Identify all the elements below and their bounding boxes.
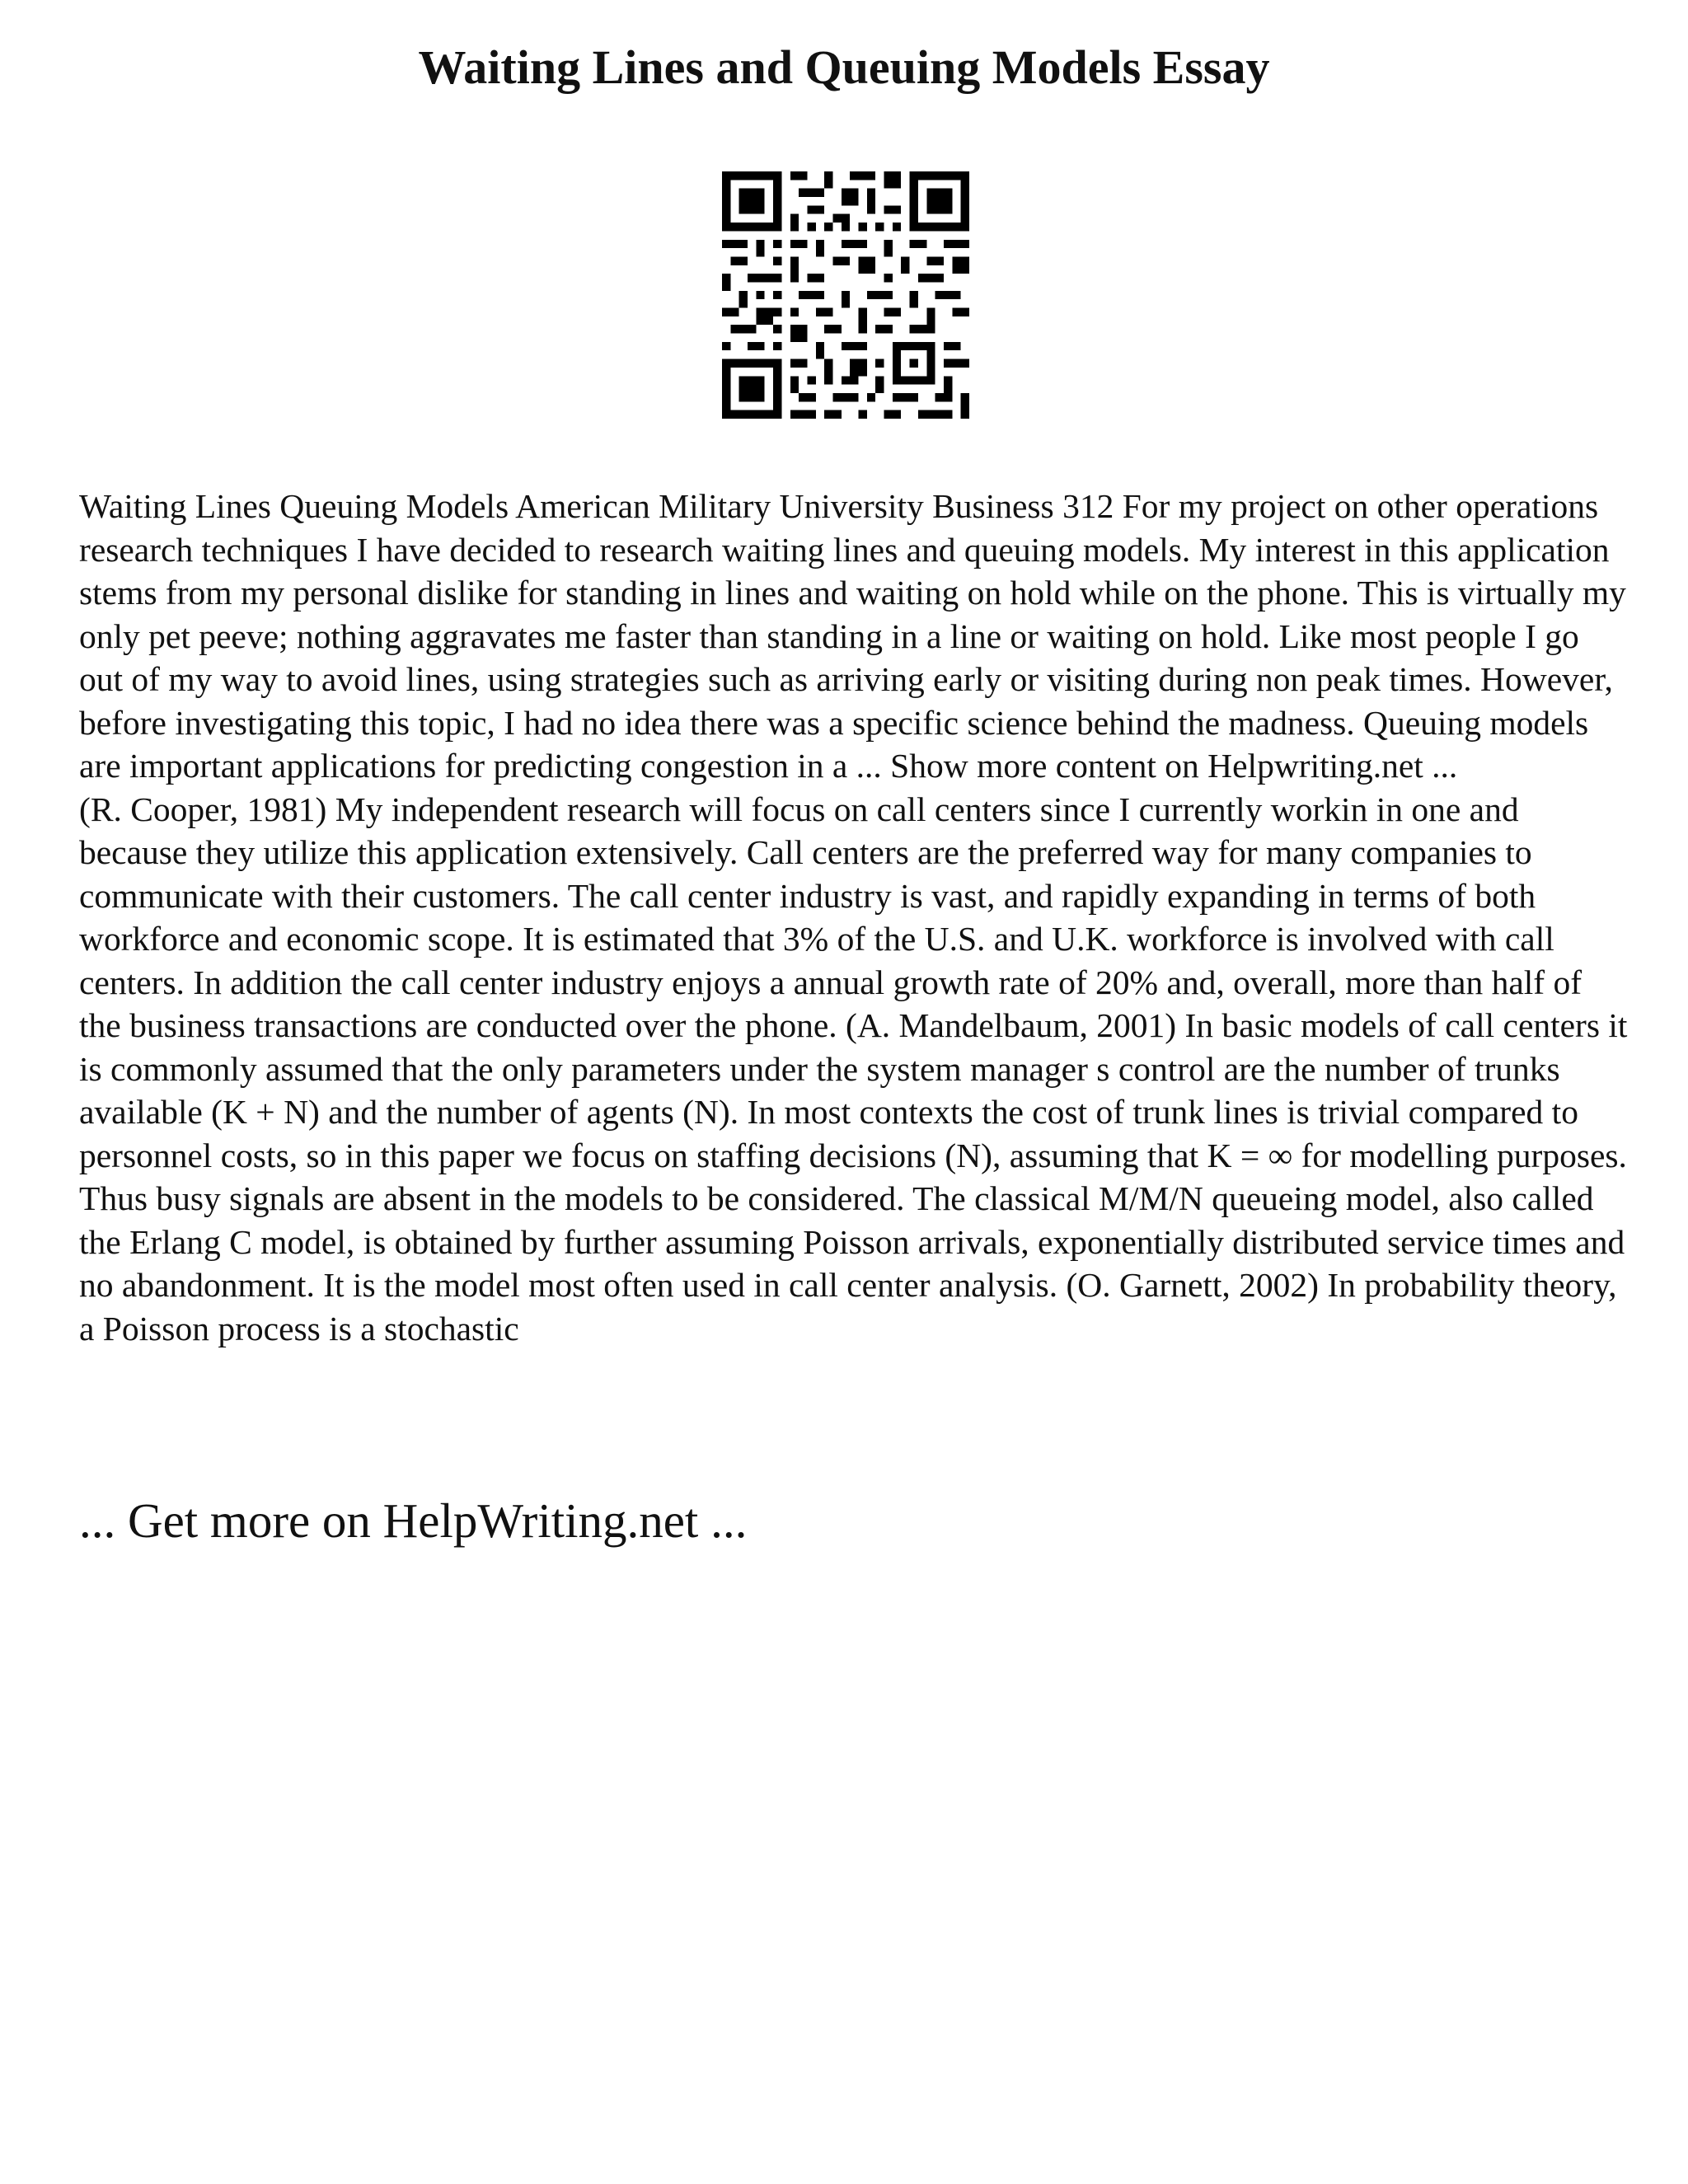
essay-paragraph-1: Waiting Lines Queuing Models American Military University Business 312 For my project on other operations research techniques I have decided to research waiting lines and queuing models. My interest in this application stems from my personal dislike for standing in lines and waiting on hold while on the phone. This is virtually my only pet peeve; nothing aggravates me faster than standing in a line or waiting on hold. Like most people I go out of my way to avoid lines, using strategies such as arriving early or visiting during non peak times. However, before investigating this topic, I had no idea there was a specific science behind the madness. Queuing models are important applications for predicting congestion in a ... Show more content on Helpwriting.net ... xyxy=(79,487,1626,785)
essay-paragraph-2: (R. Cooper, 1981) My independent research will focus on call centers since I currently workin in one and because they utilize this application extensively. Call centers are the preferred way for many companies to communicate with their customers. The call center industry is vast, and rapidly expanding in terms of both workforce and economic scope. It is estimated that 3% of the U.S. and U.K. workforce is involved with call centers. In addition the call center industry enjoys a annual growth rate of 20% and, overall, more than half of the business transactions are conducted over the phone. (A. Mandelbaum, 2001) In basic models of call centers it is commonly assumed that the only parameters under the system manager s control are the number of trunks available (K + N) and the number of agents (N). In most contexts the cost of trunk lines is trivial compared to personnel costs, so in this paper we focus on staffing decisions (N), assuming that K = ∞ for modelling purposes. Thus busy signals are absent in the models to be considered. The classical M/M/N queueing model, also called the Erlang C model, is obtained by further assuming Poisson arrivals, exponentially distributed service times and no abandonment. It is the model most often used in call center analysis. (O. Garnett, 2002) In probability theory, a Poisson process is a stochastic xyxy=(79,790,1628,1347)
more-content-link[interactable]: ... Get more on HelpWriting.net ... xyxy=(79,1493,748,1548)
page-title: Waiting Lines and Queuing Models Essay xyxy=(418,40,1270,94)
qr-code-icon xyxy=(722,171,969,419)
essay-body xyxy=(79,485,1629,1350)
